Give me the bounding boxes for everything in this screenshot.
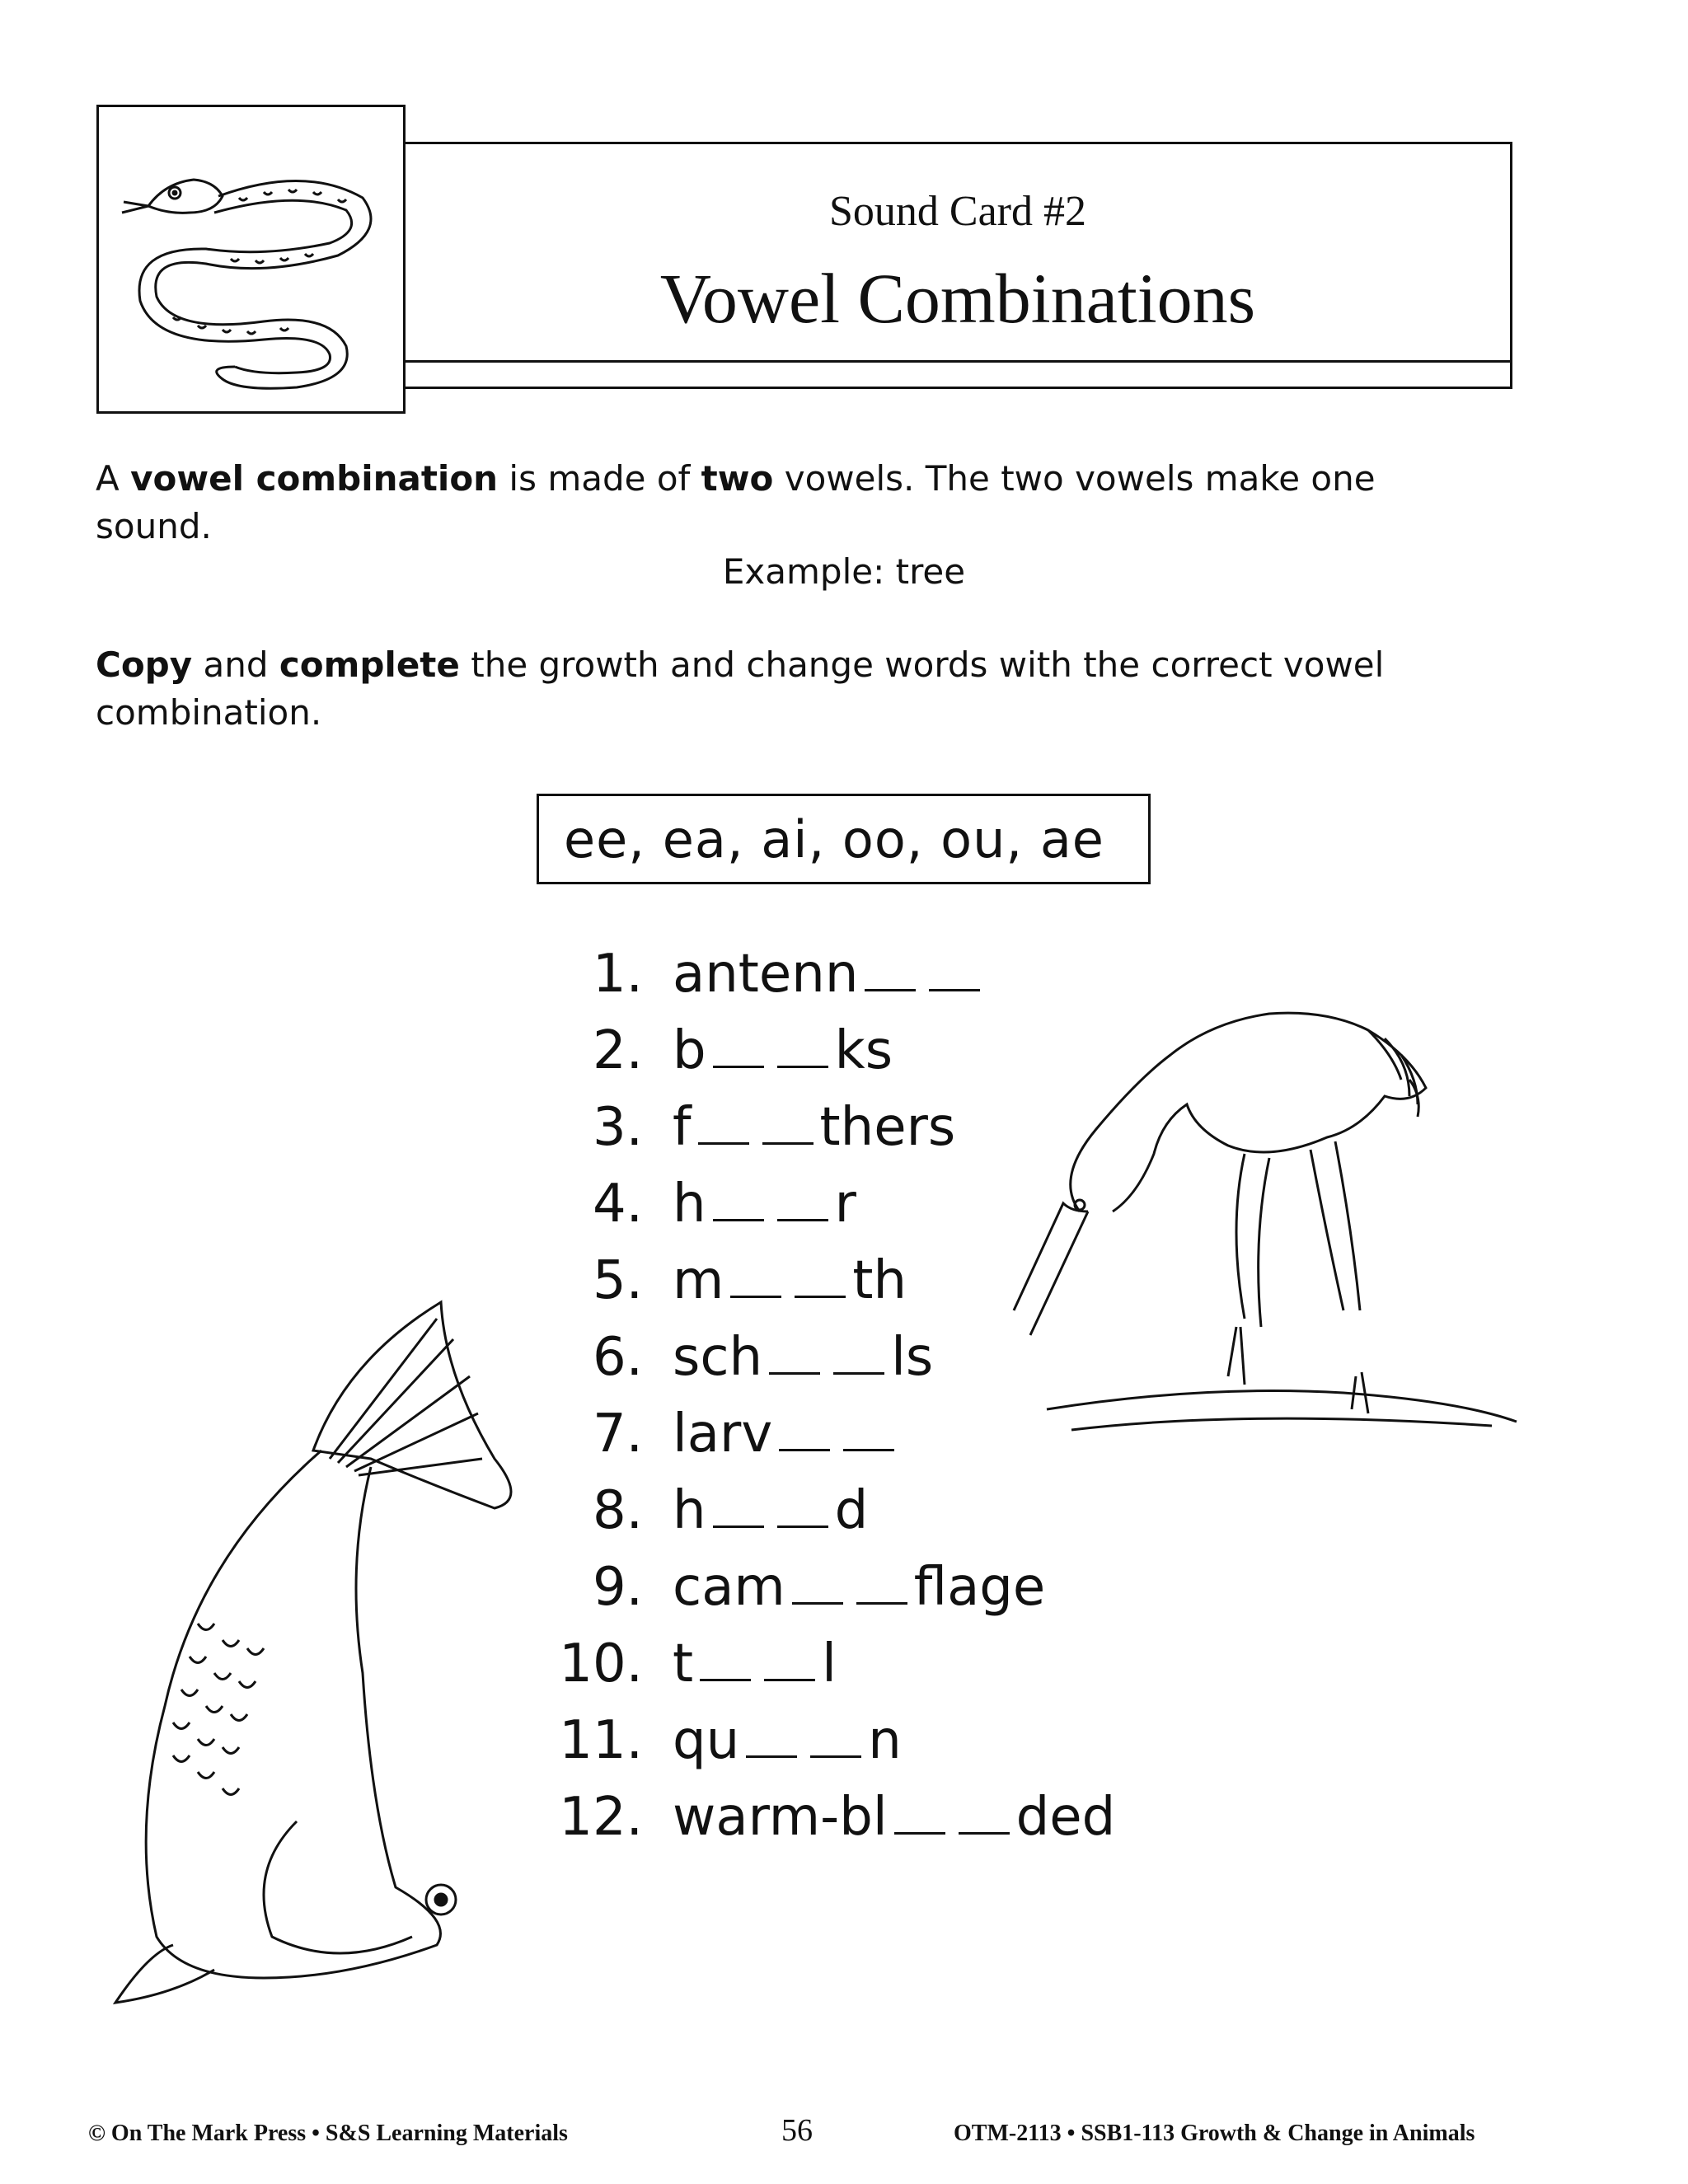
word-end: n (868, 1710, 902, 1771)
vowel-combinations-list: ee, ea, ai, oo, ou, ae (564, 809, 1104, 869)
instructions-complete: complete (279, 644, 460, 685)
blank-line[interactable] (929, 943, 980, 991)
card-number: Sound Card #2 (829, 188, 1086, 235)
page-number: 56 (781, 2113, 813, 2148)
word-start: antenn (673, 944, 859, 1005)
word-item (528, 1784, 1115, 1850)
word-item (528, 1094, 955, 1160)
item-number: 6. (592, 1327, 643, 1388)
word-start: t (673, 1633, 694, 1694)
item-number: 2. (592, 1020, 643, 1081)
blank-line[interactable] (713, 1019, 764, 1068)
item-number: 5. (592, 1250, 643, 1311)
intro-middle: is made of (498, 458, 701, 499)
intro-prefix: A (96, 458, 131, 499)
word-item (528, 1708, 902, 1774)
instructions-text (96, 641, 1480, 737)
blank-line[interactable] (777, 1173, 828, 1221)
word-start: b (673, 1020, 706, 1081)
word-item (528, 1631, 837, 1697)
page-title: Vowel Combinations (659, 259, 1256, 338)
word-end: l (822, 1633, 837, 1694)
vowel-combination-box (537, 794, 1151, 884)
blank-line[interactable] (865, 943, 916, 991)
instructions-and: and (192, 644, 279, 685)
item-number: 7. (592, 1404, 643, 1465)
blank-line[interactable] (700, 1633, 751, 1681)
word-start: qu (673, 1710, 740, 1771)
instructions-rest: the growth and change words with the correct vowel combination. (96, 644, 1385, 733)
word-end: ded (1015, 1787, 1116, 1848)
word-start: larv (673, 1404, 773, 1465)
word-item (528, 1018, 893, 1084)
intro-rest: vowels. The two vowels make one sound. (96, 458, 1376, 546)
blank-line[interactable] (713, 1479, 764, 1528)
blank-line[interactable] (810, 1709, 861, 1758)
blank-line[interactable] (856, 1556, 907, 1605)
title-box (406, 142, 1512, 389)
blank-line[interactable] (777, 1019, 828, 1068)
blank-line[interactable] (795, 1249, 846, 1298)
word-end: ks (834, 1020, 893, 1081)
word-end: thers (819, 1097, 956, 1158)
fish-icon (99, 1294, 560, 2019)
example-text: Example: tree (722, 551, 966, 592)
word-start: m (673, 1250, 724, 1311)
intro-term: vowel combination (130, 458, 499, 499)
word-start: h (673, 1480, 706, 1541)
item-number: 1. (592, 944, 643, 1005)
word-item (528, 1401, 901, 1467)
word-item (528, 1324, 933, 1390)
snake-icon (99, 107, 403, 411)
blank-line[interactable] (762, 1096, 814, 1145)
intro-text (96, 455, 1497, 551)
blank-line[interactable] (894, 1786, 945, 1835)
blank-line[interactable] (843, 1403, 894, 1451)
word-item (528, 1478, 868, 1544)
word-start: cam (673, 1557, 785, 1618)
item-number: 9. (592, 1557, 643, 1618)
word-item (528, 1554, 1045, 1620)
intro-emphasis: two (701, 458, 774, 499)
instructions-copy: Copy (96, 644, 193, 685)
blank-line[interactable] (959, 1786, 1010, 1835)
item-number: 11. (559, 1710, 643, 1771)
word-end: flage (913, 1557, 1046, 1618)
blank-line[interactable] (833, 1326, 884, 1375)
word-start: f (673, 1097, 692, 1158)
word-end: d (834, 1480, 869, 1541)
item-number: 8. (592, 1480, 643, 1541)
word-item (528, 941, 987, 1007)
snake-illustration-box (96, 105, 406, 414)
footer-publisher: © On The Mark Press • S&S Learning Materials (88, 2121, 568, 2146)
word-end: th (852, 1250, 907, 1311)
word-start: h (673, 1174, 706, 1235)
word-end: r (834, 1174, 856, 1235)
blank-line[interactable] (698, 1096, 749, 1145)
blank-line[interactable] (746, 1709, 797, 1758)
word-end: ls (891, 1327, 934, 1388)
blank-line[interactable] (764, 1633, 815, 1681)
footer-book-code: OTM-2113 • SSB1-113 Growth & Change in Animals (954, 2121, 1475, 2146)
blank-line[interactable] (777, 1479, 828, 1528)
blank-line[interactable] (730, 1249, 781, 1298)
item-number: 10. (559, 1633, 643, 1694)
crane-icon (997, 964, 1525, 1475)
blank-line[interactable] (769, 1326, 820, 1375)
word-start: warm-bl (673, 1787, 888, 1848)
item-number: 3. (592, 1097, 643, 1158)
word-item (528, 1248, 907, 1314)
word-item (528, 1171, 856, 1237)
item-number: 12. (559, 1787, 643, 1848)
blank-line[interactable] (779, 1403, 830, 1451)
blank-line[interactable] (792, 1556, 843, 1605)
blank-line[interactable] (713, 1173, 764, 1221)
item-number: 4. (592, 1174, 643, 1235)
word-start: sch (673, 1327, 763, 1388)
